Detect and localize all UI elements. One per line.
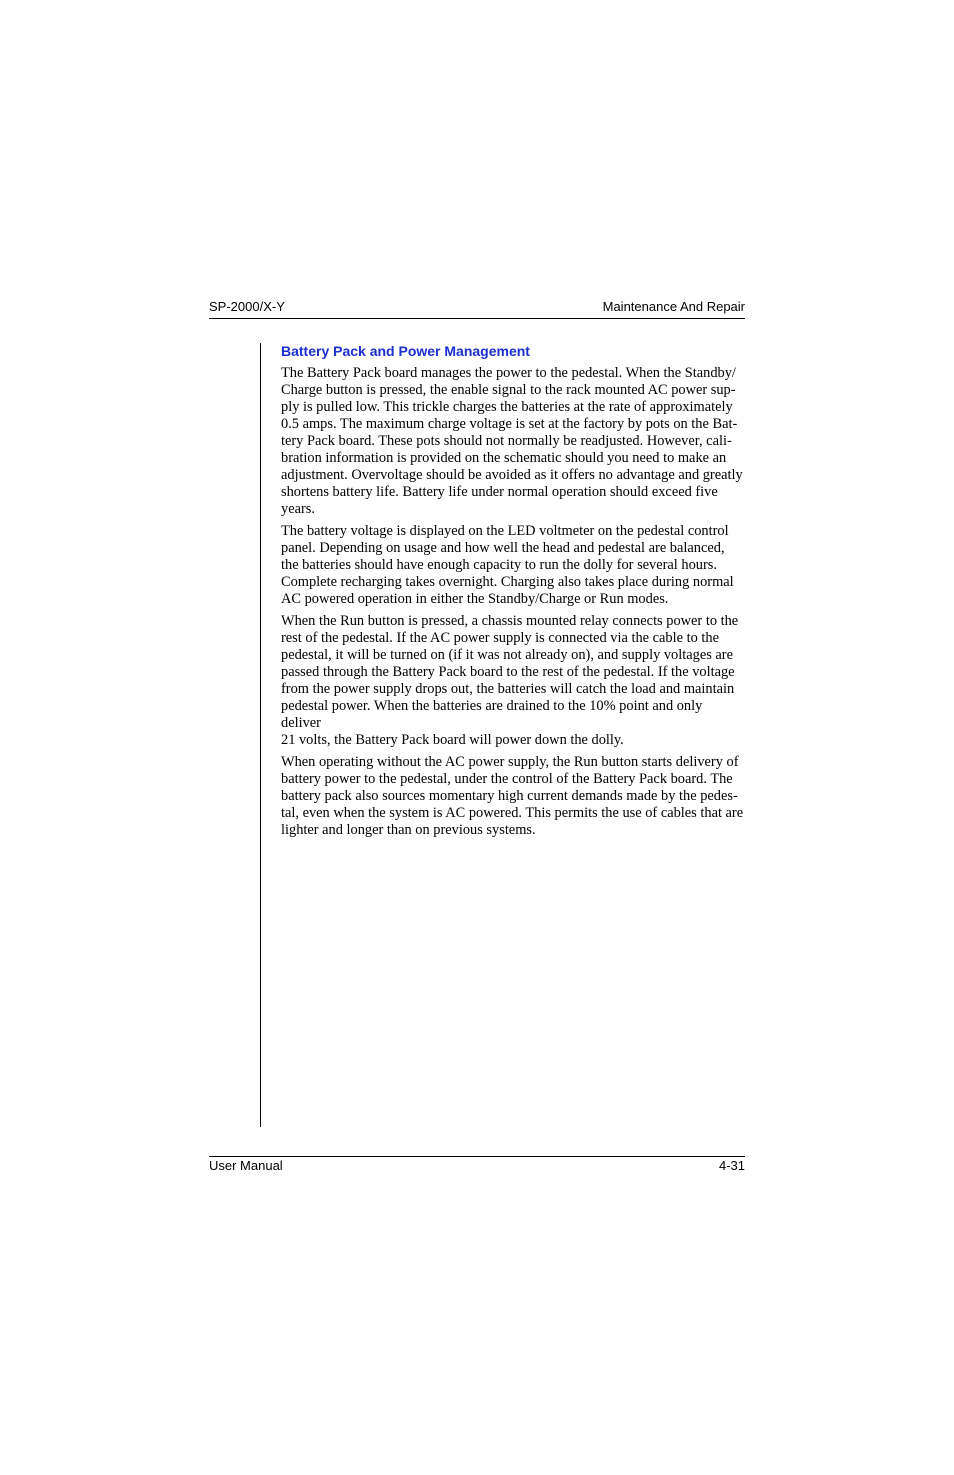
paragraph: When the Run button is pressed, a chassis mounted relay connects power to the rest of the pedestal. If the AC power supply is connected via the cable to the pedestal, it will be turned on (if it was not already on), and supply voltages are passed through the Battery Pack board to the rest of the pedestal. If the voltage from the power supply drops out, the batteries will catch the load and maintain pedestal power. When the batteries are drained to the 10% point and only deliver 21 volts, the Battery Pack board will power down the dolly. (281, 613, 739, 748)
paragraph: The battery voltage is displayed on the LED voltmeter on the pedestal control panel. Depending on usage and how well the head and pedestal are balanced, the batteries should have enough capacity to run the dolly for several hours. Complete recharging takes overnight. Charging also takes place during normal AC powered operation in either the Standby/Charge or Run modes. (281, 523, 734, 607)
section-title: Battery Pack and Power Management (281, 343, 530, 359)
footer-document-type: User Manual (209, 1158, 283, 1173)
header-document-id: SP-2000/X-Y (209, 299, 285, 314)
header-chapter-title: Maintenance And Repair (602, 299, 745, 314)
page-number: 4-31 (718, 1158, 745, 1173)
page-footer (209, 1156, 745, 1177)
page-header (209, 298, 745, 319)
paragraph: The Battery Pack board manages the power to the pedestal. When the Standby/ Charge button is pressed, the enable signal to the rack mounted AC power sup- ply is pulled low. This trickle charges the batteries at the rate of approximately 0.5 amps. The maximum charge voltage is set at the factory by pots on the Bat- tery Pack board. These pots should not normally be readjusted. However, cali- bration information is provided on the schematic should you need to make an adjustment. Overvoltage should be avoided as it offers no advantage and greatly shortens battery life. Battery life under normal operation should exceed five years. (281, 365, 743, 517)
section-content (281, 341, 745, 844)
paragraph: When operating without the AC power supply, the Run button starts delivery of battery power to the pedestal, under the control of the Battery Pack board. The battery pack also sources momentary high current demands made by the pedes- tal, even when the system is AC powered. This permits the use of cables that are lighter and longer than on previous systems. (281, 754, 744, 838)
margin-rule (260, 343, 261, 1127)
